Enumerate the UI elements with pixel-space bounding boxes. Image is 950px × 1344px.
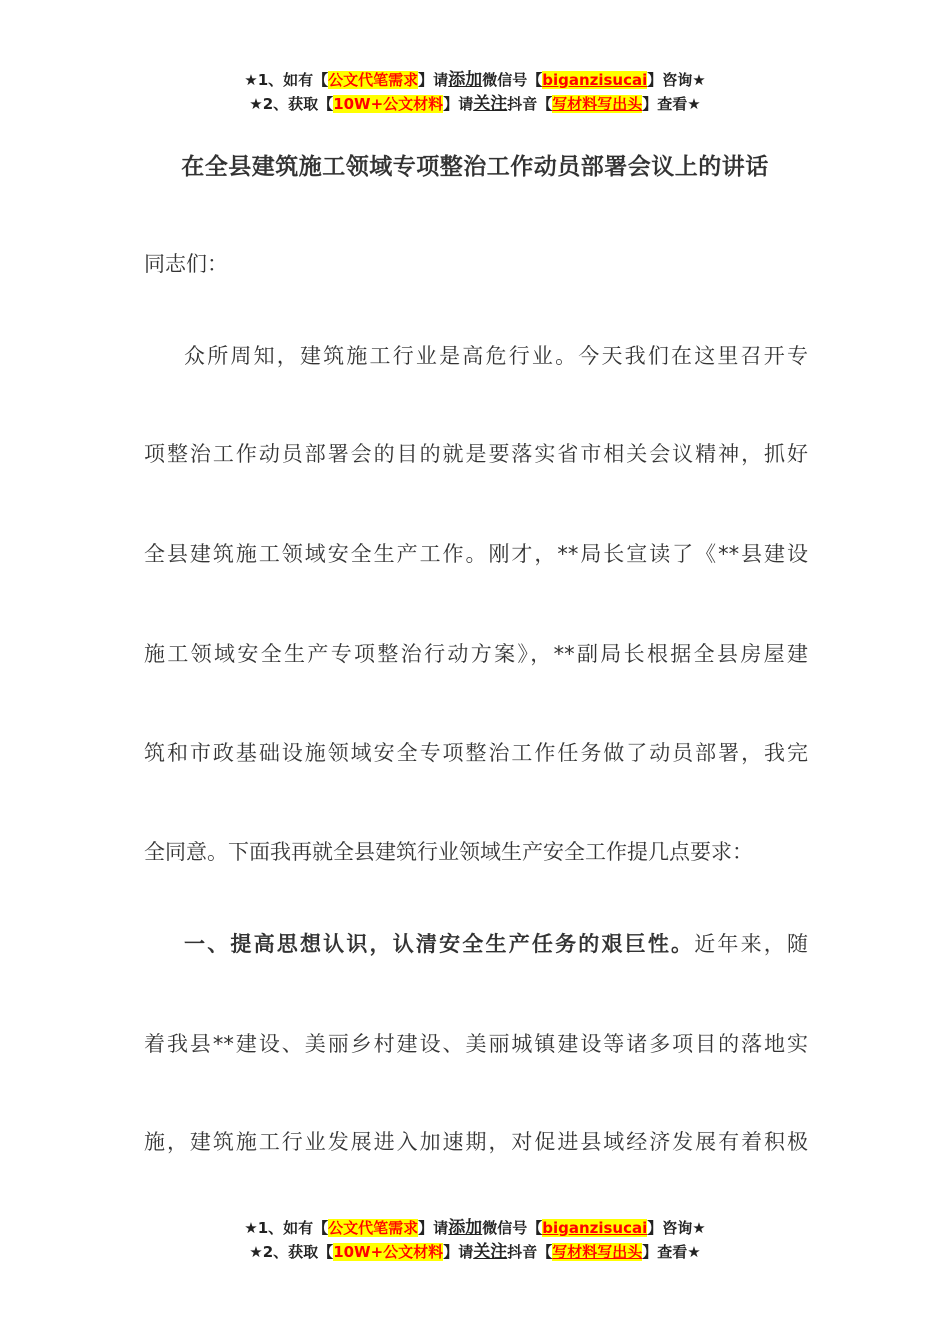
banner-text: ★1、如有【 xyxy=(244,71,329,89)
paragraph-line: 项整治工作动员部署会的目的就是要落实省市相关会议精神，抓好 xyxy=(144,442,808,466)
banner-text: ★2、获取【 xyxy=(249,95,334,113)
banner-text: 】查看★ xyxy=(642,95,701,113)
banner-line-2 xyxy=(0,92,950,116)
banner-douyin-id: 写材料写出头 xyxy=(552,95,643,113)
banner-text: 】请 xyxy=(418,1219,449,1237)
banner-wechat-id: biganzisucai xyxy=(542,71,648,89)
banner-emphasis: 添加 xyxy=(448,70,483,90)
banner-line-2 xyxy=(0,1240,950,1264)
banner-emphasis: 关注 xyxy=(473,94,508,114)
section-1-first-line xyxy=(144,928,808,960)
paragraph-line: 全同意。下面我再就全县建筑行业领域生产安全工作提几点要求： xyxy=(144,840,753,864)
banner-text: 微信号【 xyxy=(482,1219,543,1237)
banner-line-1 xyxy=(0,1216,950,1240)
banner-text: 】咨询★ xyxy=(647,1219,706,1237)
paragraph-line: 全县建筑施工领域安全生产工作。刚才，**局长宣读了《**县建设 xyxy=(144,542,808,566)
banner-highlight: 10W+公文材料 xyxy=(333,95,444,113)
paragraph-line: 着我县**建设、美丽乡村建设、美丽城镇建设等诸多项目的落地实 xyxy=(144,1032,808,1056)
banner-text: 】咨询★ xyxy=(647,71,706,89)
banner-text: 抖音【 xyxy=(507,1243,553,1261)
banner-text: 】请 xyxy=(443,95,474,113)
banner-emphasis: 添加 xyxy=(448,1218,483,1238)
footer-banner xyxy=(0,1216,950,1264)
section-1-heading: 一、提高思想认识，认清安全生产任务的艰巨性。 xyxy=(184,932,695,956)
banner-line-1 xyxy=(0,68,950,92)
paragraph-line: 众所周知，建筑施工行业是高危行业。今天我们在这里召开专 xyxy=(184,344,808,368)
paragraph-line: 施，建筑施工行业发展进入加速期，对促进县域经济发展有着积极 xyxy=(144,1130,808,1154)
banner-douyin-id: 写材料写出头 xyxy=(552,1243,643,1261)
banner-text: 抖音【 xyxy=(507,95,553,113)
banner-text: ★2、获取【 xyxy=(249,1243,334,1261)
document-title: 在全县建筑施工领域专项整治工作动员部署会议上的讲话 xyxy=(181,154,769,180)
banner-text: 】查看★ xyxy=(642,1243,701,1261)
banner-highlight: 公文代笔需求 xyxy=(328,71,419,89)
banner-emphasis: 关注 xyxy=(473,1242,508,1262)
banner-text: 】请 xyxy=(443,1243,474,1261)
banner-wechat-id: biganzisucai xyxy=(542,1219,648,1237)
banner-text: ★1、如有【 xyxy=(244,1219,329,1237)
salutation: 同志们： xyxy=(144,252,228,276)
banner-text: 微信号【 xyxy=(482,71,543,89)
paragraph-line: 筑和市政基础设施领域安全专项整治工作任务做了动员部署，我完 xyxy=(144,741,808,765)
banner-highlight: 10W+公文材料 xyxy=(333,1243,444,1261)
banner-highlight: 公文代笔需求 xyxy=(328,1219,419,1237)
paragraph-line: 施工领域安全生产专项整治行动方案》，**副局长根据全县房屋建 xyxy=(144,642,808,666)
header-banner xyxy=(0,68,950,116)
banner-text: 】请 xyxy=(418,71,449,89)
section-1-lead: 近年来，随 xyxy=(694,932,809,956)
